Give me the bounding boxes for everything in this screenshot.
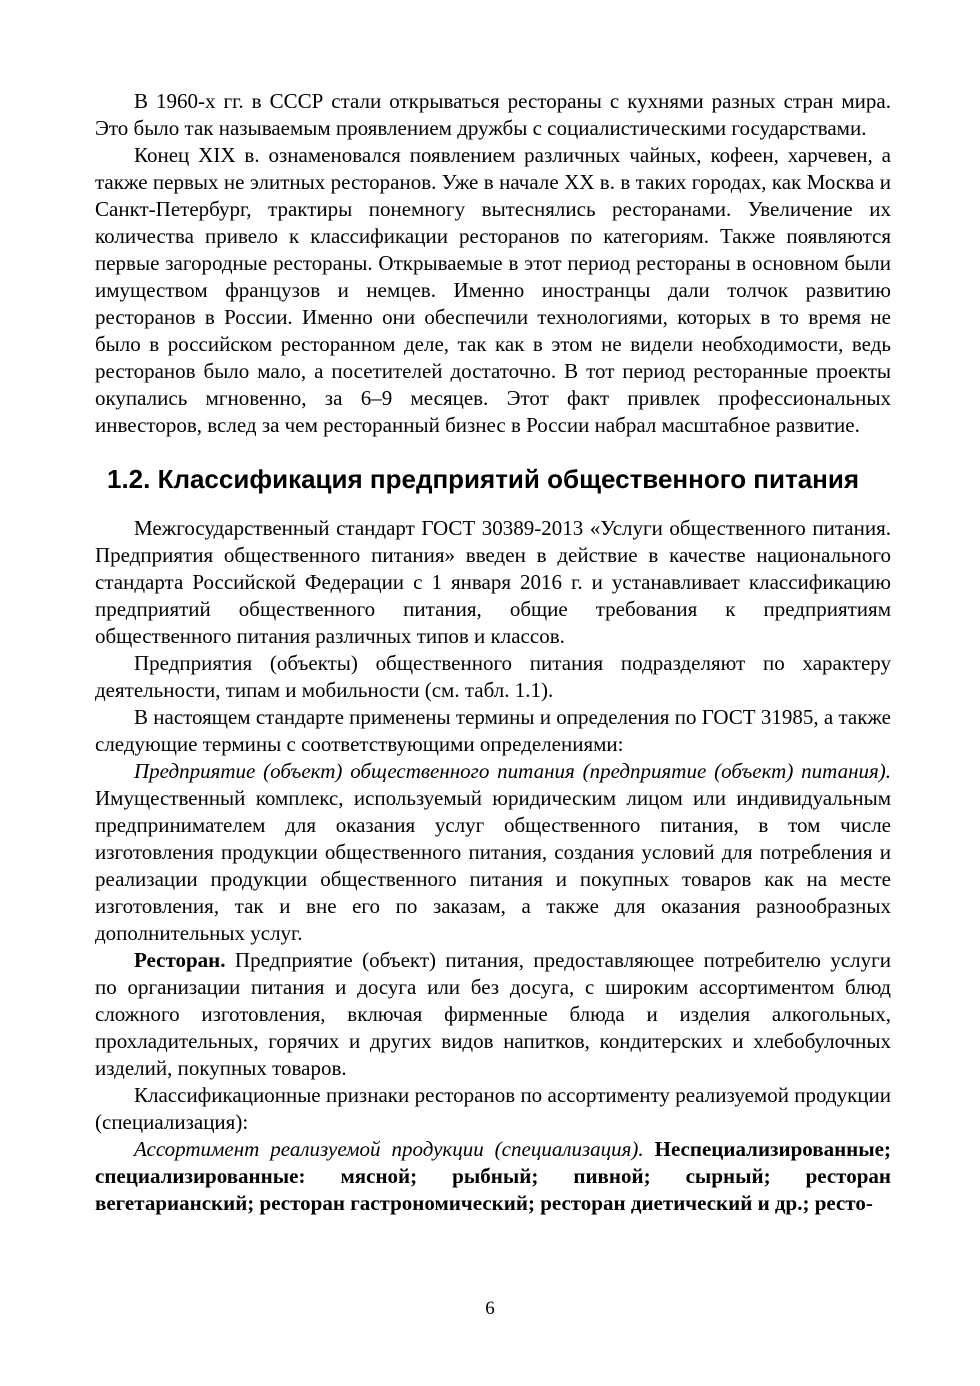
paragraph-term-restaurant bbox=[95, 947, 891, 1082]
term-enterprise-label: Предприятие (объект) общественного питания (предприятие (объект) питания). bbox=[134, 759, 891, 783]
paragraph-intro-1960s: В 1960-х гг. в СССР стали открываться рестораны с кухнями разных стран мира. Это было так называемым проявлением дружбы с социалистическими государствами. bbox=[95, 89, 891, 140]
page-number: 6 bbox=[485, 1298, 495, 1319]
term-enterprise-definition: Имущественный комплекс, используемый юридическим лицом или индивидуальным предпринимателем для оказания услуг общественного питания, в том числе изготовления продукции общественного питания, создания условий для потребления и реализации продукции общественного питания и покупных товаров как на месте изготовления, так и вне его по заказам, а также для оказания разнообразных дополнительных услуг. bbox=[95, 786, 891, 945]
paragraph-gost-standard: Межгосударственный стандарт ГОСТ 30389-2013 «Услуги общественного питания. Предприятия общественного питания» введен в действие в качестве национального стандарта Российской Федерации с 1 января 2016 г. и устанавливает классификацию предприятий общественного питания, общие требования к предприятиям общественного питания различных типов и классов. bbox=[95, 516, 891, 648]
term-assortment-label: Ассортимент реализуемой продукции (специализация). bbox=[134, 1137, 644, 1161]
paragraph-classification-signs: Классификационные признаки ресторанов по ассортименту реализуемой продукции (специализация): bbox=[95, 1083, 891, 1134]
paragraph-term-enterprise bbox=[95, 758, 891, 947]
term-assortment-list: Неспециализированные; специализированные: мясной; рыбный; пивной; сырный; ресторан вегетарианский; ресторан гастрономический; ресторан диетический и др.; ресто- bbox=[95, 1137, 891, 1215]
paragraph-history-xix: Конец XIX в. ознаменовался появлением различных чайных, кофеен, харчевен, а также первых не элитных ресторанов. Уже в начале XX в. в таких городах, как Москва и Санкт-Петербург, трактиры понемногу вытеснялись ресторанами. Увеличение их количества привело к классификации ресторанов по категориям. Также появляются первые загородные рестораны. Открываемые в этот период рестораны в основном были имуществом французов и немцев. Именно иностранцы дали толчок развитию ресторанов в России. Именно они обеспечили технологиями, которых в то время не было в российском ресторанном деле, так как в этом не видели необходимости, ведь ресторанов было мало, а посетителей достаточно. В тот период ресторанные проекты окупались мгновенно, за 6–9 месяцев. Этот факт привлек профессиональных инвесторов, вслед за чем ресторанный бизнес в России набрал масштабное развитие. bbox=[95, 143, 891, 437]
term-restaurant-definition: Предприятие (объект) питания, предоставляющее потребителю услуги по организации питания и досуга или без досуга, с широким ассортиментом блюд сложного изготовления, включая фирменные блюда и изделия алкогольных, прохладительных, горячих и других видов напитков, кондитерских и хлебобулочных изделий, покупных товаров. bbox=[95, 948, 891, 1080]
paragraph-assortment bbox=[95, 1136, 891, 1217]
paragraph-classification-note: Предприятия (объекты) общественного питания подразделяют по характеру деятельности, типам и мобильности (см. табл. 1.1). bbox=[95, 651, 891, 702]
section-heading-1-2: 1.2. Классификация предприятий общественного питания bbox=[107, 464, 860, 494]
text-block bbox=[95, 88, 891, 1217]
paragraph-terms-intro: В настоящем стандарте применены термины и определения по ГОСТ 31985, а также следующие термины с соответствующими определениями: bbox=[95, 705, 891, 756]
term-restaurant-label: Ресторан. bbox=[134, 948, 226, 972]
